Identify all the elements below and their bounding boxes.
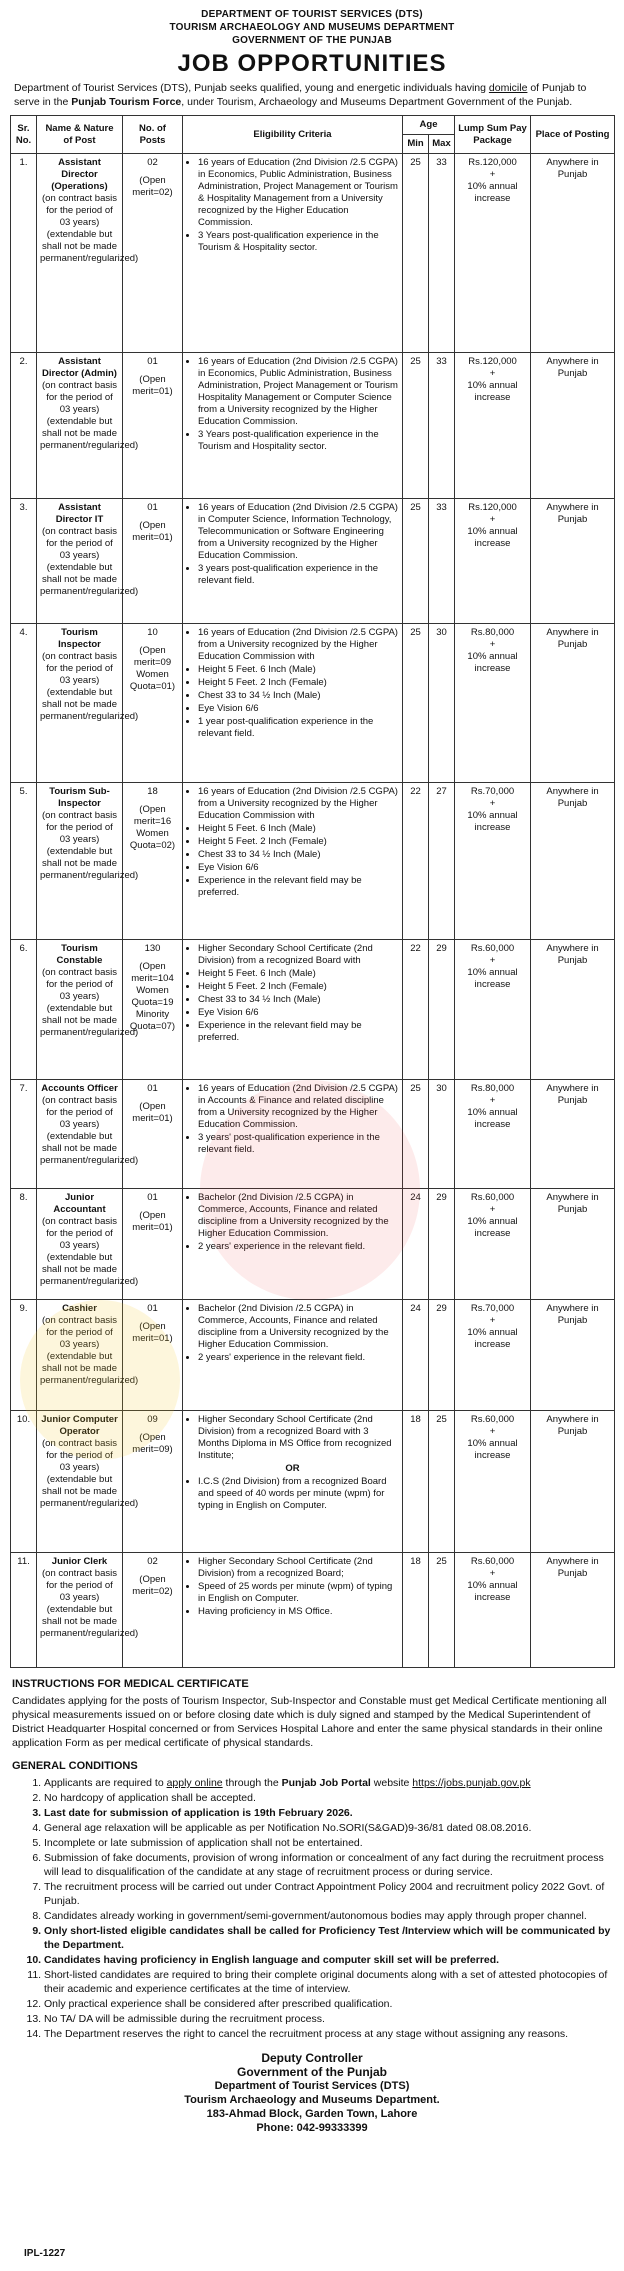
job-pay: Rs.60,000 [470, 943, 515, 954]
header-age-min: Min [403, 135, 429, 154]
signatory-ministry: Tourism Archaeology and Museums Department. [184, 2094, 440, 2106]
signatory-government: Government of the Punjab [236, 2065, 387, 2079]
job-place: Anywhere in Punjab [531, 154, 615, 353]
job-age-max: 33 [429, 499, 455, 624]
job-post-cell [37, 1080, 139, 1189]
criterion-item: • Having proficiency in MS Office. [198, 1606, 399, 1618]
criterion-item: • 16 years of Education (2nd Division /2.5 CGPA) in Accounts & Finance and related discipline from a University recognized by the Higher Education Commission. [198, 1083, 399, 1131]
job-posts-cell [123, 1411, 183, 1553]
job-place: Anywhere in Punjab [531, 783, 615, 940]
job-age-min: 25 [403, 1080, 429, 1189]
job-eligibility-cell [183, 1080, 403, 1189]
job-pay: Rs.60,000 [470, 1414, 515, 1425]
job-age-min: 22 [403, 940, 429, 1080]
job-eligibility-cell [183, 353, 403, 499]
job-num-posts: 02 [147, 1556, 158, 1567]
header-post: Name & Nature of Post [37, 116, 123, 154]
criterion-item: • 16 years of Education (2nd Division /2.5 CGPA) in Economics, Public Administration, Business Administration, Project Management or Tourism Hospitality Management or Computer Science from a University recognized by the Higher Education Commission. [198, 356, 399, 428]
job-num-posts: 01 [147, 1083, 158, 1094]
header-age: Age [403, 116, 455, 135]
job-post-cell [37, 353, 139, 499]
job-sr: 8. [11, 1189, 37, 1300]
criterion-item: • Height 5 Feet. 6 Inch (Male) [198, 664, 399, 676]
job-posts-cell [123, 940, 183, 1080]
criterion-item: • 2 years' experience in the relevant field. [198, 1241, 399, 1253]
job-num-posts: 10 [147, 627, 158, 638]
job-age-min: 25 [403, 154, 429, 353]
job-title: Junior Clerk [51, 1556, 108, 1567]
job-title: Assistant Director (Admin) [42, 356, 117, 379]
job-age-min: 22 [403, 783, 429, 940]
job-post-cell [37, 940, 139, 1080]
criterion-item: • 16 years of Education (2nd Division /2.5 CGPA) from a University recognized by the Higher Education Commission with [198, 627, 399, 663]
job-post-cell [37, 154, 139, 353]
job-row [11, 783, 615, 940]
job-increase: 10% annual increase [467, 526, 518, 549]
job-pay: Rs.80,000 [470, 1083, 515, 1094]
job-eligibility-cell [183, 624, 403, 783]
job-nature: (on contract basis for the period of 03 years) (extendable but shall not be made permanent/regularized) [40, 1095, 139, 1166]
job-pay-plus: + [489, 1204, 496, 1215]
job-num-posts: 01 [147, 1303, 158, 1314]
criterion-item: OR [285, 1463, 300, 1474]
job-row [11, 1300, 615, 1411]
condition-item: 5. Incomplete or late submission of application shall not be entertained. [44, 1836, 614, 1850]
job-title: Tourism Sub-Inspector [49, 786, 110, 809]
job-place: Anywhere in Punjab [531, 1553, 615, 1668]
job-increase: 10% annual increase [467, 181, 518, 204]
job-merit: (Open merit=104 Women Quota=19 Minority Quota=07) [129, 961, 176, 1032]
job-pay: Rs.80,000 [470, 627, 515, 638]
job-place: Anywhere in Punjab [531, 1300, 615, 1411]
job-age-min: 25 [403, 624, 429, 783]
job-row [11, 1189, 615, 1300]
job-age-min: 18 [403, 1411, 429, 1553]
job-pay-cell [455, 1080, 531, 1189]
condition-item: 2. No hardcopy of application shall be accepted. [44, 1791, 614, 1805]
jobs-table [10, 115, 615, 1668]
job-merit: (Open merit=01) [132, 1321, 173, 1344]
job-merit: (Open merit=09) [132, 1432, 173, 1455]
job-merit: (Open merit=01) [132, 374, 173, 397]
criterion-item: • Height 5 Feet. 2 Inch (Female) [198, 836, 399, 848]
criterion-item: • Chest 33 to 34 ½ Inch (Male) [198, 994, 399, 1006]
criterion-item: • 3 years' post-qualification experience in the relevant field. [198, 1132, 399, 1156]
job-pay-cell [455, 783, 531, 940]
job-sr: 9. [11, 1300, 37, 1411]
criterion-item: • Chest 33 to 34 ½ Inch (Male) [198, 690, 399, 702]
general-conditions-list [10, 1776, 614, 2041]
job-age-max: 29 [429, 1189, 455, 1300]
general-conditions-heading: GENERAL CONDITIONS [12, 1760, 138, 1772]
signatory-department: Department of Tourist Services (DTS) [214, 2080, 410, 2092]
condition-item: 9. Only short-listed eligible candidates shall be called for Proficiency Test /Interview which will be communicated by the Department. [44, 1924, 614, 1952]
job-pay-cell [455, 499, 531, 624]
job-num-posts: 130 [144, 943, 161, 954]
job-age-min: 25 [403, 353, 429, 499]
job-age-min: 24 [403, 1300, 429, 1411]
job-post-cell [37, 1553, 139, 1668]
condition-item: 10. Candidates having proficiency in English language and computer skill set will be preferred. [44, 1953, 614, 1967]
job-eligibility-cell [183, 154, 403, 353]
page-title: JOB OPPORTUNITIES [177, 50, 447, 77]
criterion-item: • Eye Vision 6/6 [198, 1007, 399, 1019]
phone: Phone: 042-99333399 [256, 2122, 368, 2134]
job-nature: (on contract basis for the period of 03 years) (extendable but shall not be made permanent/regularized) [40, 380, 139, 451]
job-nature: (on contract basis for the period of 03 years) (extendable but shall not be made permanent/regularized) [40, 1438, 139, 1509]
job-merit: (Open merit=01) [132, 520, 173, 543]
job-pay: Rs.60,000 [470, 1192, 515, 1203]
signatory-title: Deputy Controller [261, 2051, 363, 2065]
job-nature: (on contract basis for the period of 03 years) (extendable but shall not be made permanent/regularized) [40, 193, 139, 264]
department-name: DEPARTMENT OF TOURIST SERVICES (DTS) [201, 9, 423, 20]
criterion-item: • 16 years of Education (2nd Division /2.5 CGPA) in Computer Science, Information Technology, Telecommunication or Software Engineering from a University recognized by the Higher Education Commission. [198, 502, 399, 562]
job-row [11, 624, 615, 783]
job-increase: 10% annual increase [467, 1216, 518, 1239]
job-pay-plus: + [489, 1315, 496, 1326]
criterion-item: • Eye Vision 6/6 [198, 703, 399, 715]
job-pay: Rs.120,000 [468, 356, 517, 367]
header-eligibility: Eligibility Criteria [183, 116, 403, 154]
job-nature: (on contract basis for the period of 03 years) (extendable but shall not be made permanent/regularized) [40, 967, 139, 1038]
job-title: Junior Accountant [53, 1192, 106, 1215]
criterion-item: • Eye Vision 6/6 [198, 862, 399, 874]
job-age-max: 27 [429, 783, 455, 940]
job-sr: 1. [11, 154, 37, 353]
job-pay-cell [455, 1411, 531, 1553]
job-row [11, 1080, 615, 1189]
job-nature: (on contract basis for the period of 03 years) (extendable but shall not be made permanent/regularized) [40, 1568, 139, 1639]
job-posts-cell [123, 783, 183, 940]
job-posts-cell [123, 1300, 183, 1411]
job-pay: Rs.120,000 [468, 502, 517, 513]
criterion-item: • 3 Years post-qualification experience in the Tourism and Hospitality sector. [198, 429, 399, 453]
job-eligibility-cell [183, 1553, 403, 1668]
job-title: Assistant Director IT [55, 502, 104, 525]
criterion-item: • 16 years of Education (2nd Division /2.5 CGPA) from a University recognized by the Higher Education Commission with [198, 786, 399, 822]
signature-block [10, 2051, 614, 2135]
job-age-max: 33 [429, 154, 455, 353]
criterion-item: • 3 Years post-qualification experience in the Tourism & Hospitality sector. [198, 230, 399, 254]
job-nature: (on contract basis for the period of 03 years) (extendable but shall not be made permanent/regularized) [40, 526, 139, 597]
job-eligibility-cell [183, 1300, 403, 1411]
job-pay-plus: + [489, 514, 496, 525]
job-place: Anywhere in Punjab [531, 1080, 615, 1189]
job-age-max: 25 [429, 1411, 455, 1553]
ipl-number: IPL-1227 [24, 2248, 66, 2259]
job-age-min: 24 [403, 1189, 429, 1300]
condition-item: 4. General age relaxation will be applicable as per Notification No.SORI(S&GAD)9-36/81 dated 08.08.2016. [44, 1821, 614, 1835]
job-increase: 10% annual increase [467, 1107, 518, 1130]
job-pay: Rs.120,000 [468, 157, 517, 168]
criterion-item: • 3 years post-qualification experience in the relevant field. [198, 563, 399, 587]
job-sr: 6. [11, 940, 37, 1080]
criterion-item: • Higher Secondary School Certificate (2nd Division) from a recognized Board; [198, 1556, 399, 1580]
job-increase: 10% annual increase [467, 1580, 518, 1603]
job-pay-plus: + [489, 169, 496, 180]
job-place: Anywhere in Punjab [531, 353, 615, 499]
job-pay-plus: + [489, 798, 496, 809]
job-pay-plus: + [489, 1426, 496, 1437]
job-place: Anywhere in Punjab [531, 499, 615, 624]
job-pay-plus: + [489, 1095, 496, 1106]
job-post-cell [37, 499, 139, 624]
job-eligibility-cell [183, 940, 403, 1080]
job-pay: Rs.70,000 [470, 786, 515, 797]
job-row [11, 353, 615, 499]
job-merit: (Open merit=02) [132, 175, 173, 198]
job-increase: 10% annual increase [467, 967, 518, 990]
medical-heading: INSTRUCTIONS FOR MEDICAL CERTIFICATE [12, 1678, 249, 1690]
job-age-max: 25 [429, 1553, 455, 1668]
job-sr: 2. [11, 353, 37, 499]
header-place: Place of Posting [531, 116, 615, 154]
medical-text: Candidates applying for the posts of Tourism Inspector, Sub-Inspector and Constable must get Medical Certificate mentioning all physical measurements issued on or before closing date which is duly signed and stamped by the Medical Superintendent of District Headquarter Hospital concerned or from Services Hospital Lahore and enter the same physical standards in their online application Form as per medical certificate of physical standards. [12, 1695, 607, 1749]
intro-paragraph: Department of Tourist Services (DTS), Punjab seeks qualified, young and energetic individuals having domicile of Punjab to serve in the Punjab Tourism Force, under Tourism, Archaeology and Museums Department Government of the Punjab. [14, 82, 587, 108]
job-sr: 4. [11, 624, 37, 783]
job-increase: 10% annual increase [467, 1438, 518, 1461]
job-age-min: 25 [403, 499, 429, 624]
job-title: Tourism Constable [56, 943, 103, 966]
condition-item: 6. Submission of fake documents, provision of wrong information or concealment of any fact during the recruitment process will lead to disqualification of the candidate at any stage of recruitment process or during service. [44, 1851, 614, 1879]
job-title: Cashier [62, 1303, 97, 1314]
job-pay-plus: + [489, 368, 496, 379]
job-num-posts: 01 [147, 1192, 158, 1203]
job-nature: (on contract basis for the period of 03 years) (extendable but shall not be made permanent/regularized) [40, 1216, 139, 1287]
job-age-max: 30 [429, 624, 455, 783]
job-increase: 10% annual increase [467, 651, 518, 674]
job-num-posts: 02 [147, 157, 158, 168]
job-nature: (on contract basis for the period of 03 years) (extendable but shall not be made permanent/regularized) [40, 810, 139, 881]
criterion-item: • Chest 33 to 34 ½ Inch (Male) [198, 849, 399, 861]
job-place: Anywhere in Punjab [531, 1411, 615, 1553]
criterion-item: • 16 years of Education (2nd Division /2.5 CGPA) in Economics, Public Administration, Business Administration, Project Management or Tourism & Hospitality Management from a University recognized by the Higher Education Commission. [198, 157, 399, 229]
job-post-cell [37, 783, 139, 940]
criterion-item: • I.C.S (2nd Division) from a recognized Board and speed of 40 words per minute (wpm) for typing in English on Computer. [198, 1476, 399, 1512]
job-row [11, 940, 615, 1080]
job-eligibility-cell [183, 499, 403, 624]
job-age-min: 18 [403, 1553, 429, 1668]
job-post-cell [37, 1411, 139, 1553]
job-pay-cell [455, 624, 531, 783]
job-post-cell [37, 1300, 139, 1411]
job-pay-cell [455, 1553, 531, 1668]
job-age-max: 29 [429, 1300, 455, 1411]
job-eligibility-cell [183, 1411, 403, 1553]
condition-item: 3. Last date for submission of application is 19th February 2026. [44, 1806, 614, 1820]
header-age-max: Max [429, 135, 455, 154]
criterion-item: • Height 5 Feet. 2 Inch (Female) [198, 677, 399, 689]
job-age-max: 29 [429, 940, 455, 1080]
criterion-item: • Experience in the relevant field may be preferred. [198, 875, 399, 899]
job-pay-plus: + [489, 1568, 496, 1579]
job-merit: (Open merit=09 Women Quota=01) [129, 645, 176, 692]
criterion-item: • Height 5 Feet. 2 Inch (Female) [198, 981, 399, 993]
header-num-posts: No. of Posts [123, 116, 183, 154]
criterion-item: • Bachelor (2nd Division /2.5 CGPA) in Commerce, Accounts, Finance and related discipline from a University recognized by the Higher Education Commission. [198, 1192, 399, 1240]
job-age-max: 33 [429, 353, 455, 499]
criterion-item: • Speed of 25 words per minute (wpm) of typing in English on Computer. [198, 1581, 399, 1605]
job-posts-cell [123, 624, 183, 783]
job-num-posts: 09 [147, 1414, 158, 1425]
job-pay-cell [455, 940, 531, 1080]
job-pay-cell [455, 1189, 531, 1300]
job-merit: (Open merit=02) [132, 1574, 173, 1597]
header [10, 8, 614, 79]
job-increase: 10% annual increase [467, 810, 518, 833]
job-row [11, 154, 615, 353]
criterion-item: • Higher Secondary School Certificate (2nd Division) from a recognized Board with [198, 943, 399, 967]
criterion-item: • Higher Secondary School Certificate (2nd Division) from a recognized Board with 3 Months Diploma in MS Office from recognized Institute; [198, 1414, 399, 1462]
job-row [11, 499, 615, 624]
job-row [11, 1553, 615, 1668]
job-posts-cell [123, 353, 183, 499]
criterion-item: • Height 5 Feet. 6 Inch (Male) [198, 968, 399, 980]
job-row [11, 1411, 615, 1553]
job-title: Accounts Officer [41, 1083, 118, 1094]
job-pay-plus: + [489, 639, 496, 650]
job-num-posts: 01 [147, 502, 158, 513]
condition-item: 8. Candidates already working in government/semi-government/autonomous bodies may apply through proper channel. [44, 1909, 614, 1923]
job-num-posts: 18 [147, 786, 158, 797]
job-place: Anywhere in Punjab [531, 1189, 615, 1300]
job-merit: (Open merit=16 Women Quota=02) [129, 804, 176, 851]
condition-item: 1. Applicants are required to apply online through the Punjab Job Portal website https://jobs.punjab.gov.pk [44, 1776, 614, 1790]
job-pay-cell [455, 1300, 531, 1411]
job-nature: (on contract basis for the period of 03 years) (extendable but shall not be made permanent/regularized) [40, 651, 139, 722]
job-sr: 7. [11, 1080, 37, 1189]
condition-item: 14. The Department reserves the right to cancel the recruitment process at any stage without assigning any reasons. [44, 2027, 614, 2041]
header-sr: Sr. No. [11, 116, 37, 154]
job-pay-cell [455, 353, 531, 499]
condition-item: 7. The recruitment process will be carried out under Contract Appointment Policy 2004 and recruitment policy 2022 Govt. of Punjab. [44, 1880, 614, 1908]
job-increase: 10% annual increase [467, 1327, 518, 1350]
job-place: Anywhere in Punjab [531, 940, 615, 1080]
header-pay: Lump Sum Pay Package [455, 116, 531, 154]
job-pay: Rs.60,000 [470, 1556, 515, 1567]
job-sr: 10. [11, 1411, 37, 1553]
job-posts-cell [123, 499, 183, 624]
ministry-name: TOURISM ARCHAEOLOGY AND MUSEUMS DEPARTMENT [169, 22, 455, 33]
job-post-cell [37, 624, 139, 783]
criterion-item: • 2 years' experience in the relevant field. [198, 1352, 399, 1364]
job-merit: (Open merit=01) [132, 1210, 173, 1233]
job-title: Tourism Inspector [58, 627, 101, 650]
job-nature: (on contract basis for the period of 03 years) (extendable but shall not be made permanent/regularized) [40, 1315, 139, 1386]
job-pay-plus: + [489, 955, 496, 966]
job-place: Anywhere in Punjab [531, 624, 615, 783]
job-num-posts: 01 [147, 356, 158, 367]
job-pay: Rs.70,000 [470, 1303, 515, 1314]
criterion-item: • 1 year post-qualification experience in the relevant field. [198, 716, 399, 740]
job-merit: (Open merit=01) [132, 1101, 173, 1124]
job-post-cell [37, 1189, 139, 1300]
job-eligibility-cell [183, 783, 403, 940]
job-sr: 5. [11, 783, 37, 940]
job-eligibility-cell [183, 1189, 403, 1300]
criterion-item: • Bachelor (2nd Division /2.5 CGPA) in Commerce, Accounts, Finance and related discipline from a University recognized by the Higher Education Commission. [198, 1303, 399, 1351]
job-pay-cell [455, 154, 531, 353]
government-name: GOVERNMENT OF THE PUNJAB [232, 35, 392, 46]
condition-item: 13. No TA/ DA will be admissible during the recruitment process. [44, 2012, 614, 2026]
job-age-max: 30 [429, 1080, 455, 1189]
criterion-item: • Height 5 Feet. 6 Inch (Male) [198, 823, 399, 835]
job-title: Junior Computer Operator [41, 1414, 118, 1437]
job-increase: 10% annual increase [467, 380, 518, 403]
condition-item: 12. Only practical experience shall be considered after prescribed qualification. [44, 1997, 614, 2011]
jobs-portal-link[interactable]: https://jobs.punjab.gov.pk [412, 1777, 531, 1789]
job-sr: 3. [11, 499, 37, 624]
job-sr: 11. [11, 1553, 37, 1668]
condition-item: 11. Short-listed candidates are required to bring their complete original documents along with a set of attested photocopies of their academic and experience certificates at the time of interview. [44, 1968, 614, 1996]
criterion-item: • Experience in the relevant field may be preferred. [198, 1020, 399, 1044]
job-title: Assistant Director (Operations) [51, 157, 108, 192]
address: 183-Ahmad Block, Garden Town, Lahore [206, 2108, 418, 2120]
job-posts-cell [123, 1553, 183, 1668]
job-posts-cell [123, 1080, 183, 1189]
